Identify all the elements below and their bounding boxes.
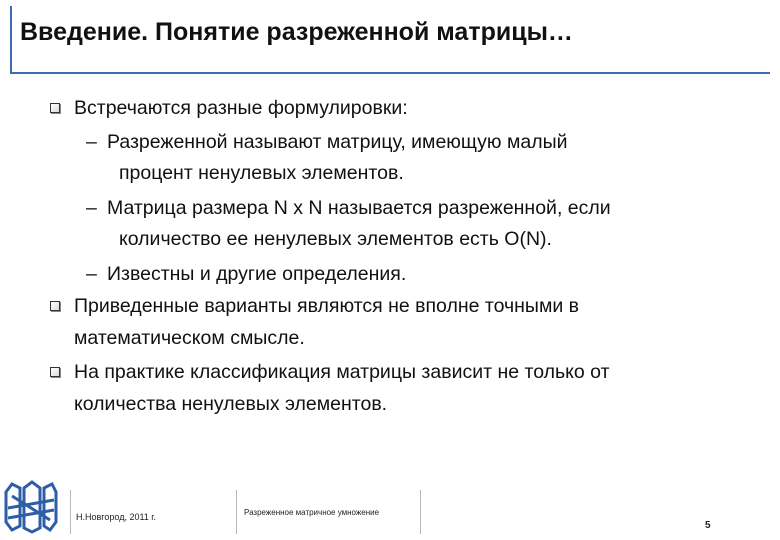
footer-divider-right (420, 490, 421, 534)
university-logo-icon (2, 474, 58, 536)
sub-3-line-1: Известны и другие определения. (107, 263, 407, 285)
bullet-2-line-2: математическом смысле. (74, 327, 305, 349)
sub-1-line-2: процент ненулевых элементов. (119, 162, 404, 184)
footer-course-title: Разреженное матричное умножение (244, 508, 380, 517)
footer-location-date: Н.Новгород, 2011 г. (76, 512, 156, 522)
bullet-marker-icon (50, 103, 60, 113)
bullet-marker-icon (50, 301, 60, 311)
bullet-3-line-2: количества ненулевых элементов. (74, 393, 388, 415)
footer-divider-left (70, 490, 71, 534)
sub-2-line-2: количество ее ненулевых элементов есть O(N). (119, 228, 552, 250)
slide-title: Введение. Понятие разреженной матрицы… (20, 18, 573, 46)
dash-3: – (86, 263, 97, 285)
bullet-3-line-1: На практике классификация матрицы зависит не только от (74, 361, 610, 383)
sub-1-line-1: Разреженной называют матрицу, имеющую малый (107, 131, 568, 153)
page-number: 5 (705, 520, 711, 531)
bullet-2-line-1: Приведенные варианты являются не вполне точными в (74, 295, 580, 317)
bullet-marker-icon (50, 367, 60, 377)
bullet-1-text: Встречаются разные формулировки: (74, 97, 408, 119)
footer-divider-center (236, 490, 237, 534)
dash-1: – (86, 131, 97, 153)
dash-2: – (86, 197, 97, 219)
sub-2-line-1: Матрица размера N x N называется разреженной, если (107, 197, 611, 219)
